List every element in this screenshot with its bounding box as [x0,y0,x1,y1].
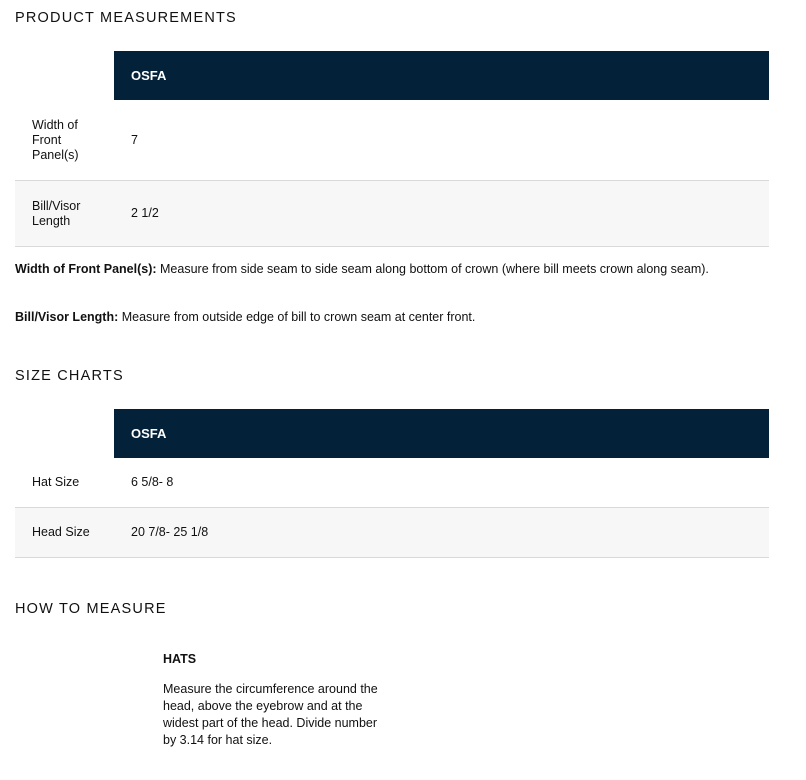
product-measurements-title: PRODUCT MEASUREMENTS [15,10,237,26]
how-to-measure-title: HOW TO MEASURE [15,601,167,617]
table-row [15,100,769,181]
row-label-head-size: Head Size [32,525,90,539]
note-bill-visor-length [15,309,745,326]
product-measurements-table [15,51,769,247]
size-charts-title: SIZE CHARTS [15,368,124,384]
hats-heading: HATS [163,652,197,666]
row-label-text: Width of Front Panel(s) [32,117,79,162]
how-to-measure-hats [163,652,393,749]
column-header-osfa: OSFA [114,409,769,458]
column-header-osfa: OSFA [114,51,769,100]
row-label-width-front-panel [15,118,114,163]
row-value-hat-size: 6 5/8- 8 [131,475,174,489]
row-value-width-front-panel: 7 [131,132,138,147]
row-label-hat-size: Hat Size [32,475,80,489]
table-header-row [15,409,769,458]
note-width-front-panel [15,261,745,278]
table-row [15,458,769,508]
note-term: Width of Front Panel(s): [15,262,157,276]
note-text: Measure from outside edge of bill to crown seam at center front. [118,310,476,324]
row-value-head-size: 20 7/8- 25 1/8 [131,525,209,539]
table-row [15,508,769,558]
size-charts-table [15,409,769,558]
row-label-text: Bill/Visor Length [32,198,81,228]
note-term: Bill/Visor Length: [15,310,119,324]
table-header-row [15,51,769,100]
note-text: Measure from side seam to side seam along bottom of crown (where bill meets crown along seam). [156,262,709,276]
hats-instructions: Measure the circumference around the head, above the eyebrow and at the widest part of the head. Divide number by 3.14 for hat size. [163,682,378,747]
row-label-bill-visor-length [15,199,114,229]
row-value-bill-visor-length: 2 1/2 [131,206,159,220]
table-row [15,181,769,247]
